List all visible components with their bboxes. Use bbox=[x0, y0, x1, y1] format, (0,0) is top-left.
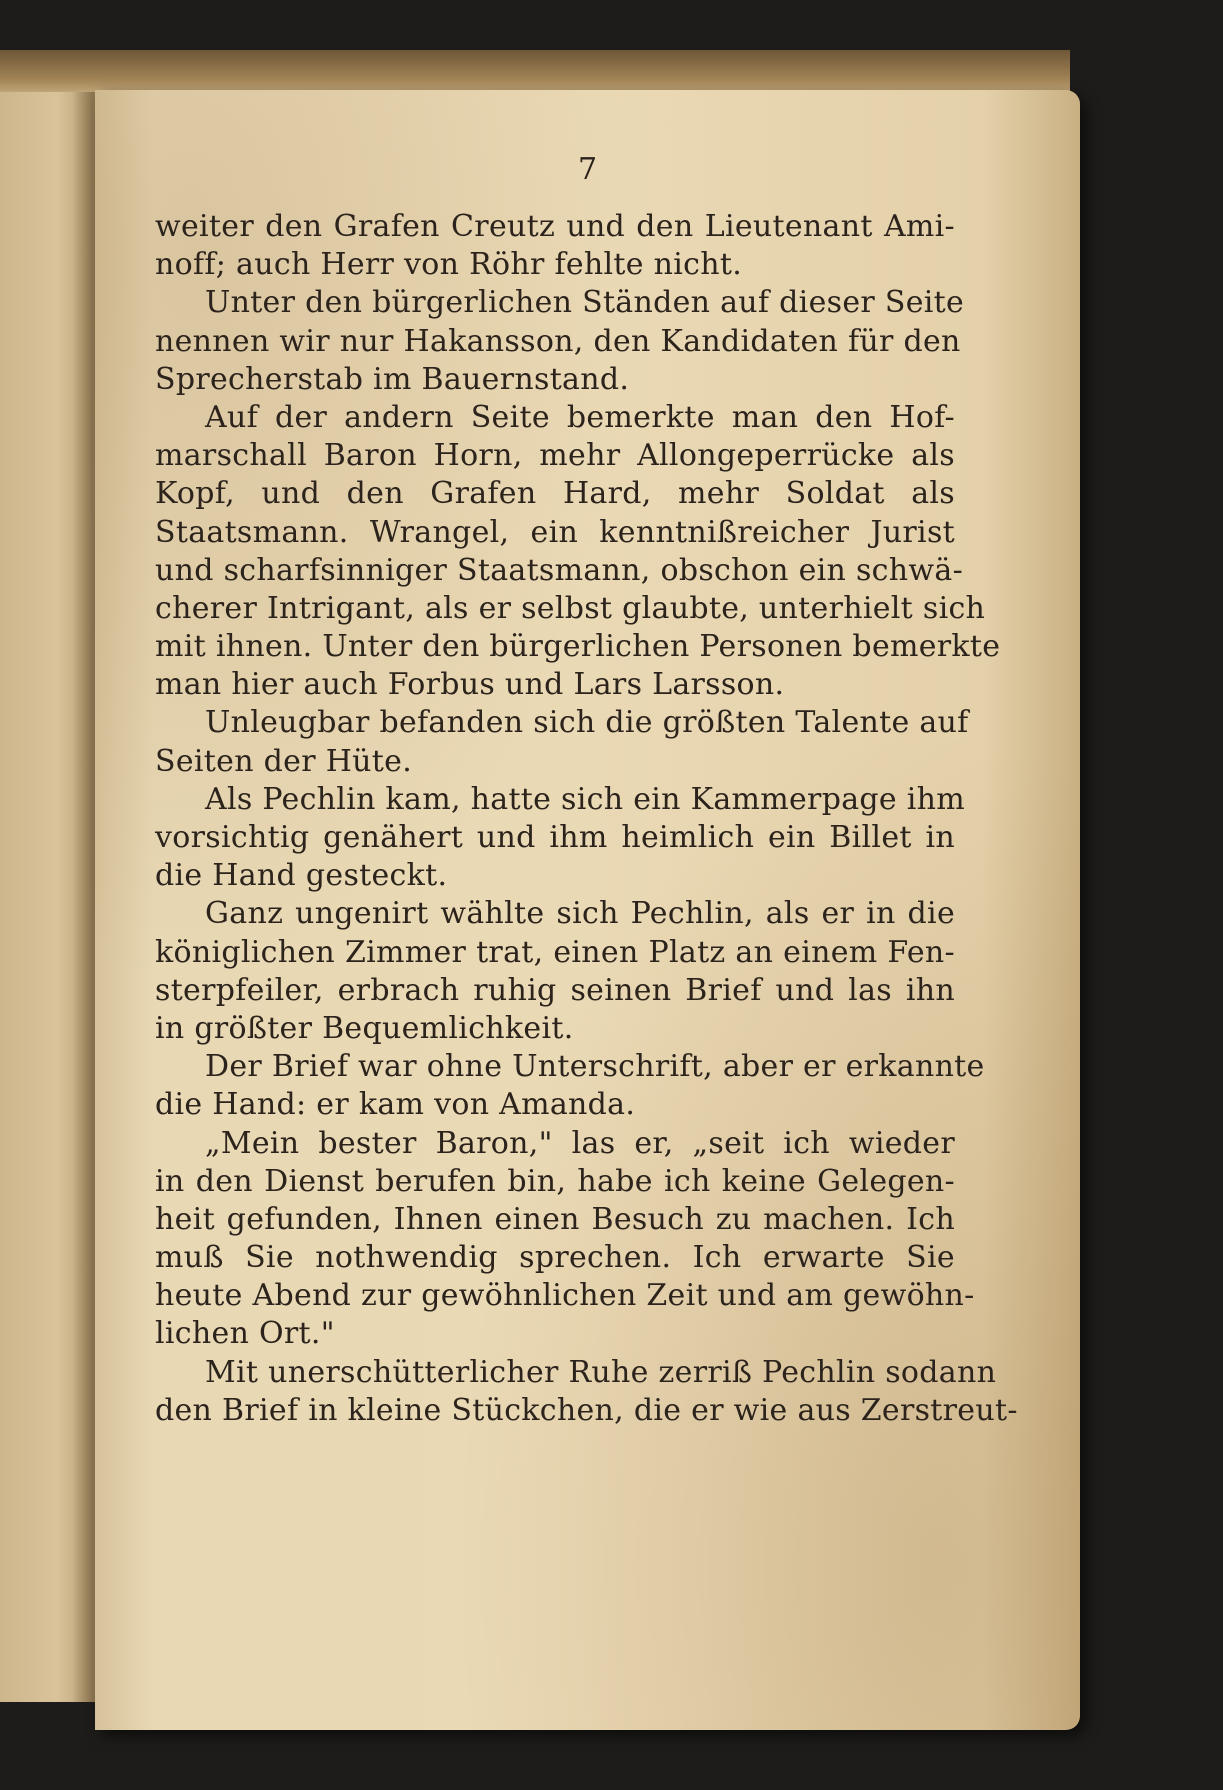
text-line: Unter den bürgerlichen Ständen auf dieser Seite bbox=[205, 285, 965, 321]
text-line: in den Dienst berufen bin, habe ich keine Gelegen- bbox=[155, 1163, 955, 1199]
book-page bbox=[95, 90, 1080, 1730]
text-line: Als Pechlin kam, hatte sich ein Kammerpage ihm bbox=[205, 781, 966, 817]
text-line: Staatsmann. Wrangel, ein kenntnißreicher Jurist bbox=[155, 514, 955, 550]
page-number: 7 bbox=[577, 152, 598, 187]
text-line: die Hand: er kam von Amanda. bbox=[155, 1087, 636, 1123]
text-line: muß Sie nothwendig sprechen. Ich erwarte Sie bbox=[155, 1240, 955, 1276]
text-line: weiter den Grafen Creutz und den Lieutenant Ami- bbox=[155, 209, 955, 244]
text-line: man hier auch Forbus und Lars Larsson. bbox=[155, 667, 785, 703]
text-line: in größter Bequemlichkeit. bbox=[155, 1010, 574, 1046]
text-line: Mit unerschütterlicher Ruhe zerriß Pechlin sodann bbox=[205, 1354, 997, 1390]
text-line: die Hand gesteckt. bbox=[155, 858, 448, 894]
text-line: heit gefunden, Ihnen einen Besuch zu machen. Ich bbox=[155, 1201, 955, 1237]
text-line: marschall Baron Horn, mehr Allongeperrücke als bbox=[155, 438, 955, 474]
text-line: Der Brief war ohne Unterschrift, aber er erkannte bbox=[205, 1049, 985, 1085]
text-line: Unleugbar befanden sich die größten Talente auf bbox=[205, 705, 969, 741]
text-line: und scharfsinniger Staatsmann, obschon ein schwä- bbox=[155, 552, 964, 588]
page-text bbox=[155, 208, 1018, 1430]
text-line: sterpfeiler, erbrach ruhig seinen Brief und las ihn bbox=[155, 972, 955, 1008]
text-line: heute Abend zur gewöhnlichen Zeit und am gewöhn- bbox=[155, 1278, 975, 1314]
text-line: königlichen Zimmer trat, einen Platz an einem Fen- bbox=[155, 934, 955, 970]
text-line: Auf der andern Seite bemerkte man den Hof- bbox=[205, 399, 955, 435]
text-line: cherer Intrigant, als er selbst glaubte, unterhielt sich bbox=[155, 590, 986, 626]
text-line: lichen Ort." bbox=[155, 1316, 335, 1352]
text-line: Kopf, und den Grafen Hard, mehr Soldat als bbox=[155, 476, 955, 512]
text-line: noff; auch Herr von Röhr fehlte nicht. bbox=[155, 247, 743, 283]
text-line: Ganz ungenirt wählte sich Pechlin, als er in die bbox=[205, 896, 955, 932]
text-line: den Brief in kleine Stückchen, die er wie aus Zerstreut- bbox=[155, 1392, 1018, 1428]
text-line: Sprecherstab im Bauernstand. bbox=[155, 361, 630, 397]
text-line: Seiten der Hüte. bbox=[155, 743, 413, 779]
text-line: nennen wir nur Hakansson, den Kandidaten für den bbox=[155, 323, 961, 359]
text-line: vorsichtig genähert und ihm heimlich ein Billet in bbox=[155, 820, 955, 855]
text-line: „Mein bester Baron," las er, „seit ich wieder bbox=[205, 1125, 955, 1161]
text-line: mit ihnen. Unter den bürgerlichen Personen bemerkte bbox=[155, 629, 1001, 665]
